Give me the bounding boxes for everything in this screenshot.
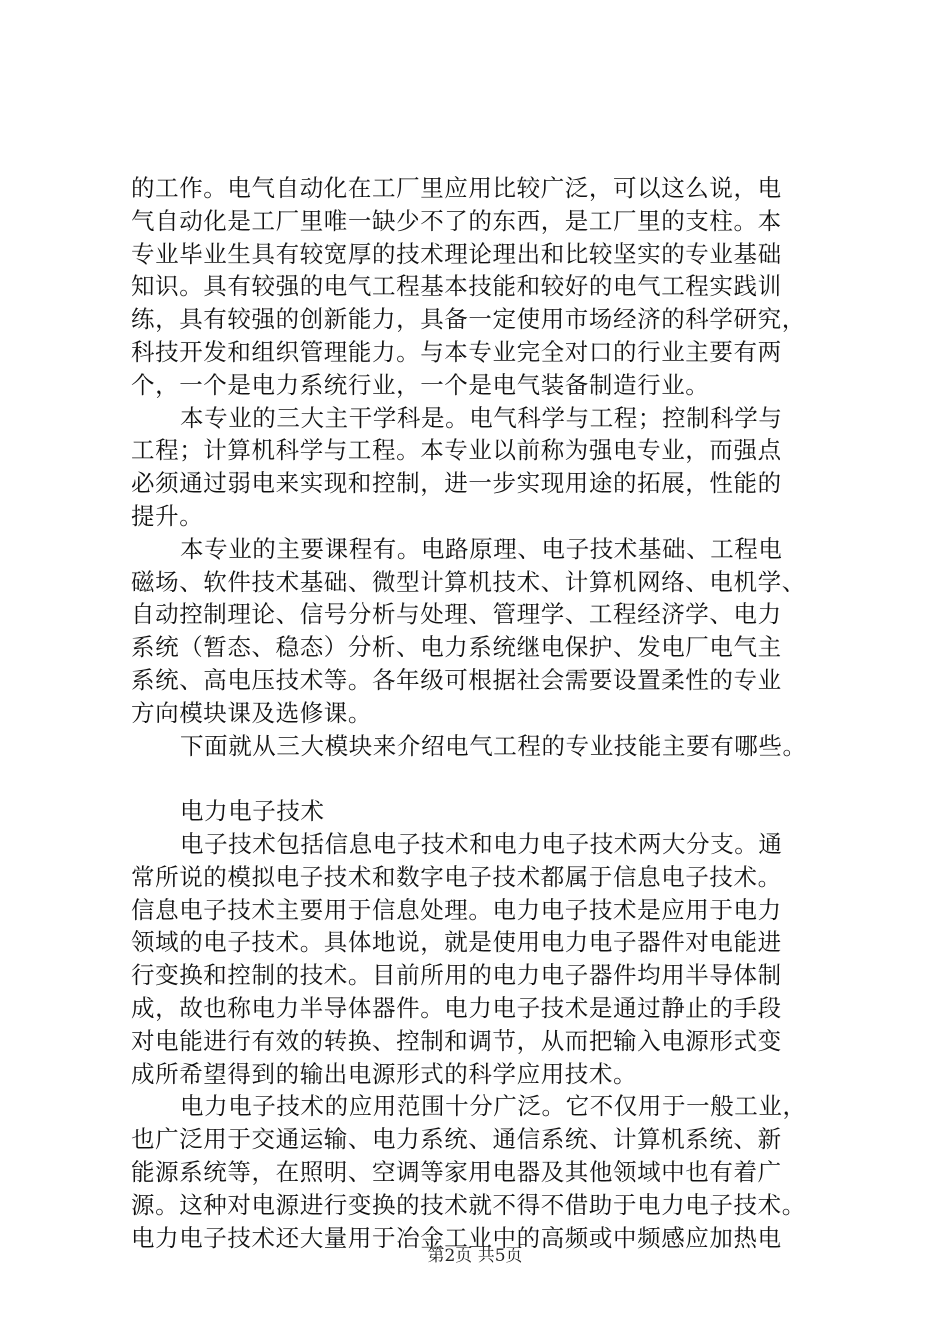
- text-line: 信息电子技术主要用于信息处理。电力电子技术是应用于电力: [131, 895, 782, 924]
- text-line: 系统、高电压技术等。各年级可根据社会需要设置柔性的专业: [131, 665, 782, 694]
- text-line: 成，故也称电力半导体器件。电力电子技术是通过静止的手段: [131, 993, 782, 1022]
- text-line: 电力电子技术还大量用于冶金工业中的高频或中频感应加热电: [131, 1223, 782, 1252]
- text-line: 本专业的三大主干学科是。电气科学与工程；控制科学与: [180, 403, 783, 432]
- text-line: 也广泛用于交通运输、电力系统、通信系统、计算机系统、新: [131, 1125, 782, 1154]
- text-line: 本专业的主要课程有。电路原理、电子技术基础、工程电: [180, 534, 783, 563]
- text-line: 电力电子技术的应用范围十分广泛。它不仅用于一般工业，: [180, 1092, 807, 1121]
- text-line: 下面就从三大模块来介绍电气工程的专业技能主要有哪些。: [180, 731, 807, 760]
- text-line: 的工作。电气自动化在工厂里应用比较广泛，可以这么说，电: [131, 174, 782, 202]
- text-line: 系统（暂态、稳态）分析、电力系统继电保护、发电厂电气主: [131, 633, 782, 662]
- text-line: 方向模块课及选修课。: [131, 698, 372, 727]
- text-line: 气自动化是工厂里唯一缺少不了的东西，是工厂里的支柱。本: [131, 206, 782, 235]
- blank-line: [131, 762, 831, 795]
- text-line: 专业毕业生具有较宽厚的技术理论理出和比较坚实的专业基础: [131, 239, 782, 268]
- paragraph: [131, 828, 831, 1090]
- text-line: 成所希望得到的输出电源形式的科学应用技术。: [131, 1059, 638, 1088]
- text-line: 练，具有较强的创新能力，具备一定使用市场经济的科学研究，: [131, 305, 806, 334]
- text-line: 工程；计算机科学与工程。本专业以前称为强电专业，而强点: [131, 436, 782, 465]
- section-heading: 电力电子技术: [180, 797, 325, 826]
- text-line: 自动控制理论、信号分析与处理、管理学、工程经济学、电力: [131, 600, 782, 629]
- text-line: 知识。具有较强的电气工程基本技能和较好的电气工程实践训: [131, 272, 782, 301]
- text-line: 行变换和控制的技术。目前所用的电力电子器件均用半导体制: [131, 961, 782, 990]
- document-body: [131, 172, 831, 1254]
- paragraph: [131, 533, 831, 730]
- text-line: 提升。: [131, 501, 204, 530]
- text-line: 必须通过弱电来实现和控制，进一步实现用途的拓展，性能的: [131, 469, 782, 498]
- paragraph: [131, 172, 831, 402]
- paragraph: [131, 402, 831, 533]
- text-line: 对电能进行有效的转换、控制和调节，从而把输入电源形式变: [131, 1026, 782, 1055]
- text-line: 个，一个是电力系统行业，一个是电气装备制造行业。: [131, 370, 710, 399]
- text-line: 磁场、软件技术基础、微型计算机技术、计算机网络、电机学、: [131, 567, 806, 596]
- text-line: 电子技术包括信息电子技术和电力电子技术两大分支。通: [180, 829, 783, 858]
- text-line: 常所说的模拟电子技术和数字电子技术都属于信息电子技术。: [131, 862, 782, 891]
- paragraph: [131, 1090, 831, 1254]
- page-number-footer: 第2页 共5页: [427, 1246, 523, 1266]
- text-line: 源。这种对电源进行变换的技术就不得不借助于电力电子技术。: [131, 1190, 806, 1219]
- text-line: 科技开发和组织管理能力。与本专业完全对口的行业主要有两: [131, 337, 782, 366]
- paragraph: [131, 730, 831, 763]
- text-line: 领域的电子技术。具体地说，就是使用电力电子器件对电能进: [131, 928, 782, 957]
- text-line: 能源系统等，在照明、空调等家用电器及其他领域中也有着广: [131, 1157, 782, 1186]
